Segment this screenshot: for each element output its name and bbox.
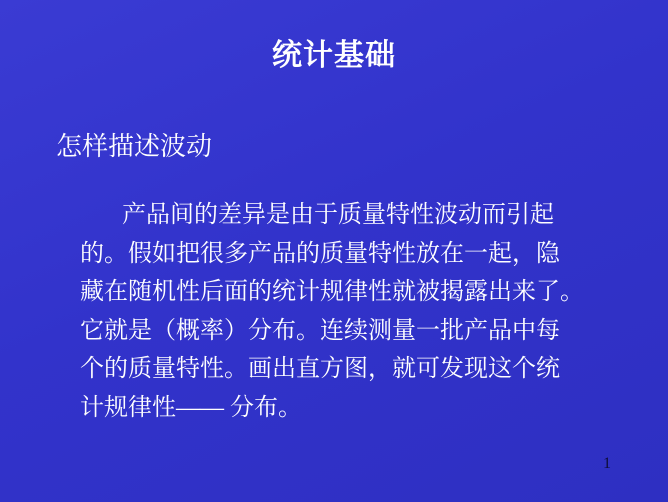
slide-subtitle: 怎样描述波动 (56, 132, 213, 161)
page-number: 1 (603, 455, 611, 472)
paragraph-line: 的。假如把很多产品的质量特性放在一起，隐 (80, 240, 560, 267)
paragraph-line: 计规律性—— 分布。 (80, 394, 302, 421)
paragraph-line: 藏在随机性后面的统计规律性就被揭露出来了。 (80, 279, 584, 305)
body-paragraph (80, 196, 584, 427)
paragraph-line: 它就是（概率）分布。连续测量一批产品中每 (80, 317, 560, 344)
paragraph-line: 产品间的差异是由于质量特性波动而引起 (122, 202, 554, 228)
slide-title: 统计基础 (272, 39, 396, 72)
paragraph-line: 个的质量特性。画出直方图，就可发现这个统 (80, 356, 560, 382)
